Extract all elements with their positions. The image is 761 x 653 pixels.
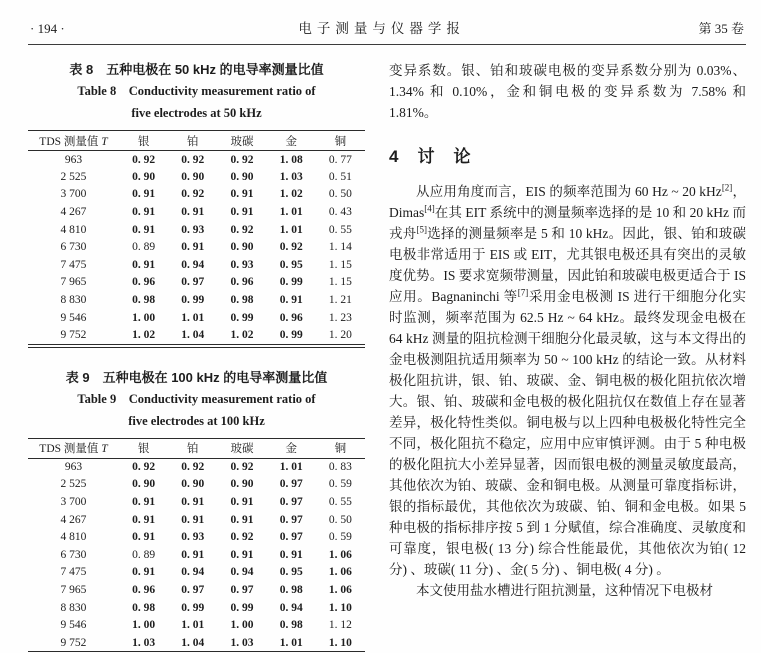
- table-cell: 0. 43: [328, 206, 352, 219]
- table-cell: 0. 91: [132, 513, 156, 526]
- table-cell: 0. 94: [230, 566, 254, 579]
- table-cell: 1. 01: [267, 634, 316, 652]
- column-header: 铜: [316, 438, 365, 458]
- running-head: [28, 15, 746, 44]
- table-cell: 2 525: [60, 170, 87, 183]
- header-rule: [28, 44, 746, 45]
- table-cell: 6 730: [60, 548, 87, 561]
- column-header: 铂: [168, 131, 217, 151]
- table-cell: 1. 15: [328, 258, 352, 271]
- table-header-row: [28, 438, 365, 458]
- table-cell: 0. 90: [181, 478, 205, 491]
- table-cell: 4 810: [60, 223, 87, 236]
- table-cell: 0. 90: [181, 170, 205, 183]
- table-cell: 0. 96: [132, 583, 156, 596]
- table-cell: 4 810: [60, 531, 87, 544]
- table-cell: 1. 00: [132, 619, 156, 632]
- column-header: TDS 测量值 T: [28, 438, 119, 458]
- section-heading-discussion: 4 讨 论: [389, 147, 472, 166]
- column-header: 玻碳: [217, 438, 266, 458]
- table-cell: 1. 03: [217, 634, 266, 652]
- table-cell: 0. 99: [230, 311, 254, 324]
- table-cell: 1. 01: [181, 619, 205, 632]
- table-cell: 7 475: [60, 566, 87, 579]
- table-cell: 0. 92: [230, 223, 254, 236]
- table-cell: 0. 90: [132, 478, 156, 491]
- citation-ref: [5]: [416, 224, 428, 235]
- table-cell: 0. 55: [328, 496, 352, 509]
- table-cell: 0. 92: [279, 241, 303, 254]
- table-cell: 0. 90: [230, 170, 254, 183]
- table-cell: 0. 98: [132, 601, 156, 614]
- table-cell: 0. 91: [279, 548, 303, 561]
- right-column: [389, 60, 746, 653]
- table-cell: 0. 91: [132, 496, 156, 509]
- column-header: 铂: [168, 438, 217, 458]
- journal-title: 电子测量与仪器学报: [298, 21, 465, 36]
- table-row: [28, 581, 365, 599]
- table-cell: 0. 97: [230, 583, 254, 596]
- table-cell: 1. 04: [168, 634, 217, 652]
- table-row: [28, 186, 365, 204]
- column-header: 金: [267, 131, 316, 151]
- table-cell: 0. 99: [279, 276, 303, 289]
- table-cell: 1. 20: [316, 326, 365, 344]
- table-cell: 0. 55: [328, 223, 352, 236]
- table-row: [28, 493, 365, 511]
- table-cell: 0. 91: [230, 188, 254, 201]
- table-cell: 0. 51: [328, 170, 352, 183]
- table-cell: 0. 94: [181, 258, 205, 271]
- table8: [28, 130, 365, 345]
- table-cell: 1. 01: [279, 461, 303, 474]
- table-cell: 0. 91: [181, 241, 205, 254]
- table-cell: 0. 91: [181, 548, 205, 561]
- table-cell: 6 730: [60, 241, 87, 254]
- table-cell: 0. 97: [279, 513, 303, 526]
- table-cell: 1. 21: [328, 294, 352, 307]
- table-row: [28, 546, 365, 564]
- table-cell: 0. 92: [181, 461, 205, 474]
- table-row: [28, 616, 365, 634]
- table-cell: 0. 99: [181, 294, 205, 307]
- table-row: [28, 326, 365, 344]
- table9-rule-wrap: [28, 438, 365, 653]
- table-cell: 1. 03: [119, 634, 168, 652]
- table-cell: 1. 00: [132, 311, 156, 324]
- table-row: [28, 221, 365, 239]
- table-row: [28, 634, 365, 652]
- table-cell: 1. 00: [230, 619, 254, 632]
- table-cell: 0. 96: [230, 276, 254, 289]
- table-cell: 0. 91: [181, 513, 205, 526]
- table-cell: 1. 10: [328, 601, 352, 614]
- table-cell: 1. 06: [328, 566, 352, 579]
- table-row: [28, 564, 365, 582]
- table-cell: 0. 91: [132, 188, 156, 201]
- table-cell: 0. 91: [279, 294, 303, 307]
- table-cell: 3 700: [60, 496, 87, 509]
- table9-caption-en-line1: Table 9 Conductivity measurement ratio of: [77, 391, 316, 406]
- left-column: [28, 60, 365, 653]
- table-cell: 0. 91: [230, 206, 254, 219]
- table-cell: 0. 98: [279, 619, 303, 632]
- table-cell: 0. 90: [132, 170, 156, 183]
- table-row: [28, 528, 365, 546]
- table8-caption-zh: 表 8 五种电极在 50 kHz 的电导率测量比值: [69, 62, 324, 77]
- table-row: [28, 274, 365, 292]
- table-cell: 0. 91: [132, 206, 156, 219]
- table-cell: 0. 91: [132, 258, 156, 271]
- table-cell: 963: [64, 153, 83, 166]
- table-cell: 9 546: [60, 311, 87, 324]
- table-cell: 0. 97: [181, 583, 205, 596]
- table-cell: 0. 92: [230, 461, 254, 474]
- citation-ref: [4]: [424, 203, 435, 214]
- table-cell: 1. 01: [279, 206, 303, 219]
- table-row: [28, 168, 365, 186]
- table-row: [28, 238, 365, 256]
- table-cell: 0. 97: [279, 478, 303, 491]
- table-cell: 1. 14: [328, 241, 352, 254]
- table-cell: 1. 02: [279, 188, 303, 201]
- table-cell: 0. 91: [230, 548, 254, 561]
- column-header: 金: [267, 438, 316, 458]
- table-cell: 0. 59: [328, 531, 352, 544]
- volume-label: 第 35 卷: [698, 21, 744, 36]
- table-cell: 0. 91: [132, 223, 156, 236]
- table-cell: 3 700: [60, 188, 87, 201]
- table-cell: 1. 12: [328, 619, 352, 632]
- column-header: 银: [119, 131, 168, 151]
- table-cell: 0. 96: [132, 276, 156, 289]
- table-cell: 0. 99: [181, 601, 205, 614]
- table-cell: 1. 03: [279, 170, 303, 183]
- table-cell: 1. 01: [279, 223, 303, 236]
- table-row: [28, 599, 365, 617]
- table-cell: 7 965: [60, 583, 87, 596]
- table-row: [28, 203, 365, 221]
- table-cell: 0. 50: [328, 188, 352, 201]
- table-cell: 0. 91: [132, 566, 156, 579]
- table-cell: 8 830: [60, 294, 87, 307]
- table-cell: 0. 97: [181, 276, 205, 289]
- table9: [28, 438, 365, 653]
- table-cell: 0. 92: [132, 153, 156, 166]
- table-cell: 0. 93: [181, 223, 205, 236]
- table-cell: 7 475: [60, 258, 87, 271]
- table-cell: 0. 90: [230, 478, 254, 491]
- table-cell: 1. 04: [168, 326, 217, 344]
- table-row: [28, 476, 365, 494]
- table-cell: 9 752: [28, 326, 119, 344]
- table-cell: 7 965: [60, 276, 87, 289]
- table-cell: 1. 08: [279, 153, 303, 166]
- page-body: [28, 60, 746, 653]
- table-cell: 0. 94: [181, 566, 205, 579]
- table-cell: 0. 59: [328, 478, 352, 491]
- table-cell: 1. 01: [181, 311, 205, 324]
- table9-block: [28, 368, 365, 653]
- table-cell: 1. 10: [316, 634, 365, 652]
- table-cell: 9 752: [28, 634, 119, 652]
- table-cell: 9 546: [60, 619, 87, 632]
- table-cell: 0. 92: [230, 153, 254, 166]
- table-cell: 1. 06: [328, 583, 352, 596]
- table8-caption-en-line2: five electrodes at 50 kHz: [131, 106, 262, 120]
- table-cell: 0. 92: [132, 461, 156, 474]
- table-row: [28, 458, 365, 476]
- table-row: [28, 256, 365, 274]
- table-cell: 0. 99: [230, 601, 254, 614]
- table-cell: 0. 98: [132, 294, 156, 307]
- citation-ref: [2]: [721, 182, 733, 193]
- table8-block: [28, 60, 365, 348]
- table-row: [28, 291, 365, 309]
- table8-caption-en-line1: Table 8 Conductivity measurement ratio of: [77, 84, 316, 98]
- table-cell: 0. 97: [279, 496, 303, 509]
- column-header: 银: [119, 438, 168, 458]
- citation-ref: [7]: [517, 287, 529, 298]
- table-cell: 1. 15: [328, 276, 352, 289]
- column-header: 铜: [316, 131, 365, 151]
- table-cell: 0. 77: [328, 153, 352, 166]
- table-cell: 0. 95: [279, 258, 303, 271]
- table-cell: 0. 91: [181, 496, 205, 509]
- table8-rule-wrap: [28, 130, 365, 348]
- table-cell: 0. 99: [267, 326, 316, 344]
- table-cell: 0. 92: [181, 153, 205, 166]
- paragraph-saline-tank: 本文使用盐水槽进行阻抗测量，这种情况下电极材: [416, 583, 713, 598]
- table-cell: 2 525: [60, 478, 87, 491]
- table-cell: 4 267: [60, 206, 87, 219]
- table-cell: 0. 91: [230, 496, 254, 509]
- table-cell: 0. 89: [132, 548, 156, 561]
- table-cell: 0. 91: [230, 513, 254, 526]
- table-cell: 0. 97: [279, 531, 303, 544]
- table-cell: 0. 95: [279, 566, 303, 579]
- table9-caption-zh: 表 9 五种电极在 100 kHz 的电导率测量比值: [65, 369, 328, 385]
- table-cell: 0. 50: [328, 513, 352, 526]
- table-row: [28, 511, 365, 529]
- table-cell: 0. 91: [132, 531, 156, 544]
- table-cell: 0. 93: [230, 258, 254, 271]
- table9-caption-en-line2: five electrodes at 100 kHz: [128, 413, 265, 428]
- table-cell: 4 267: [60, 513, 87, 526]
- table-row: [28, 151, 365, 169]
- paragraph-discussion: 从应用角度而言，EIS 的频率范围为 60 Hz ~ 20 kHz[2]，Dimas[4]在其 EIT 系统中的测量频率选择的是 10 和 20 kHz 而戎舟[5]选择的测量频率是 5 和 10 kHz。因此，银、铂和玻碳电极非常适用于 EIS 或 EIT，尤其银电极还具有突出的灵敏度优势。IS 要求宽频带测量，因此铂和玻碳电极更适合于 IS 应用。Bagnaninchi 等[7]采用金电极测 IS 进行干细胞分化实时监测，频率范围为 62.5 Hz ~ 64 kHz。最终发现金电极在 64 kHz 测量的阻抗检测干细胞分化最灵敏，这与本文得出的金电极测阻抗适用频率为 50 ~ 100 kHz 的结论一致。从材料极化阻抗讲，银、铂、玻碳、金、铜电极的极化阻抗依次增大。银、铂、玻碳和金电极的极化阻抗仅在数值上存在显著差异，极化特性类似。铜电极与以上四种电极极化特性完全不同，极化阻抗不稳定，应用中应审慎评测。由于 5 种电极的极化阻抗大小差异显著，因而银电极的测量灵敏度最高，其他依次为铂、玻碳、金和铜电极。从测量可靠度指标讲，银的指标最优，其他依次为玻碳、铂、铜和金电极。如果 5 种电极的指标排序按 5 到 1 分赋值，综合准确度、灵敏度和可靠度，银电极( 13 分) 综合性能最优，其他依次为铂( 12 分) 、玻碳( 11 分) 、金( 5 分) 、铜电极( 4 分) 。: [389, 182, 747, 577]
- table-cell: 0. 92: [181, 188, 205, 201]
- table-cell: 0. 96: [279, 311, 303, 324]
- table-row: [28, 309, 365, 327]
- column-header: 玻碳: [217, 131, 266, 151]
- page-number: · 194 ·: [30, 21, 65, 36]
- table-cell: 1. 06: [328, 548, 352, 561]
- table-cell: 0. 91: [181, 206, 205, 219]
- table-cell: 0. 92: [230, 531, 254, 544]
- column-header: TDS 测量值 T: [28, 131, 119, 151]
- table-cell: 0. 83: [328, 461, 352, 474]
- table-cell: 0. 89: [132, 241, 156, 254]
- table-cell: 1. 02: [217, 326, 266, 344]
- table-cell: 0. 94: [279, 601, 303, 614]
- table-cell: 0. 98: [279, 583, 303, 596]
- table-cell: 963: [64, 461, 83, 474]
- table-cell: 0. 90: [230, 241, 254, 254]
- table-header-row: [28, 131, 365, 151]
- table-cell: 0. 93: [181, 531, 205, 544]
- table-cell: 1. 23: [328, 311, 352, 324]
- paragraph-variation-coefficients: 变异系数。银、铂和玻碳电极的变异系数分别为 0.03%、1.34% 和 0.10%，金和铜电极的变异系数为 7.58% 和 1.81%。: [389, 63, 746, 120]
- table-cell: 0. 98: [230, 294, 254, 307]
- table-cell: 8 830: [60, 601, 87, 614]
- table-cell: 1. 02: [119, 326, 168, 344]
